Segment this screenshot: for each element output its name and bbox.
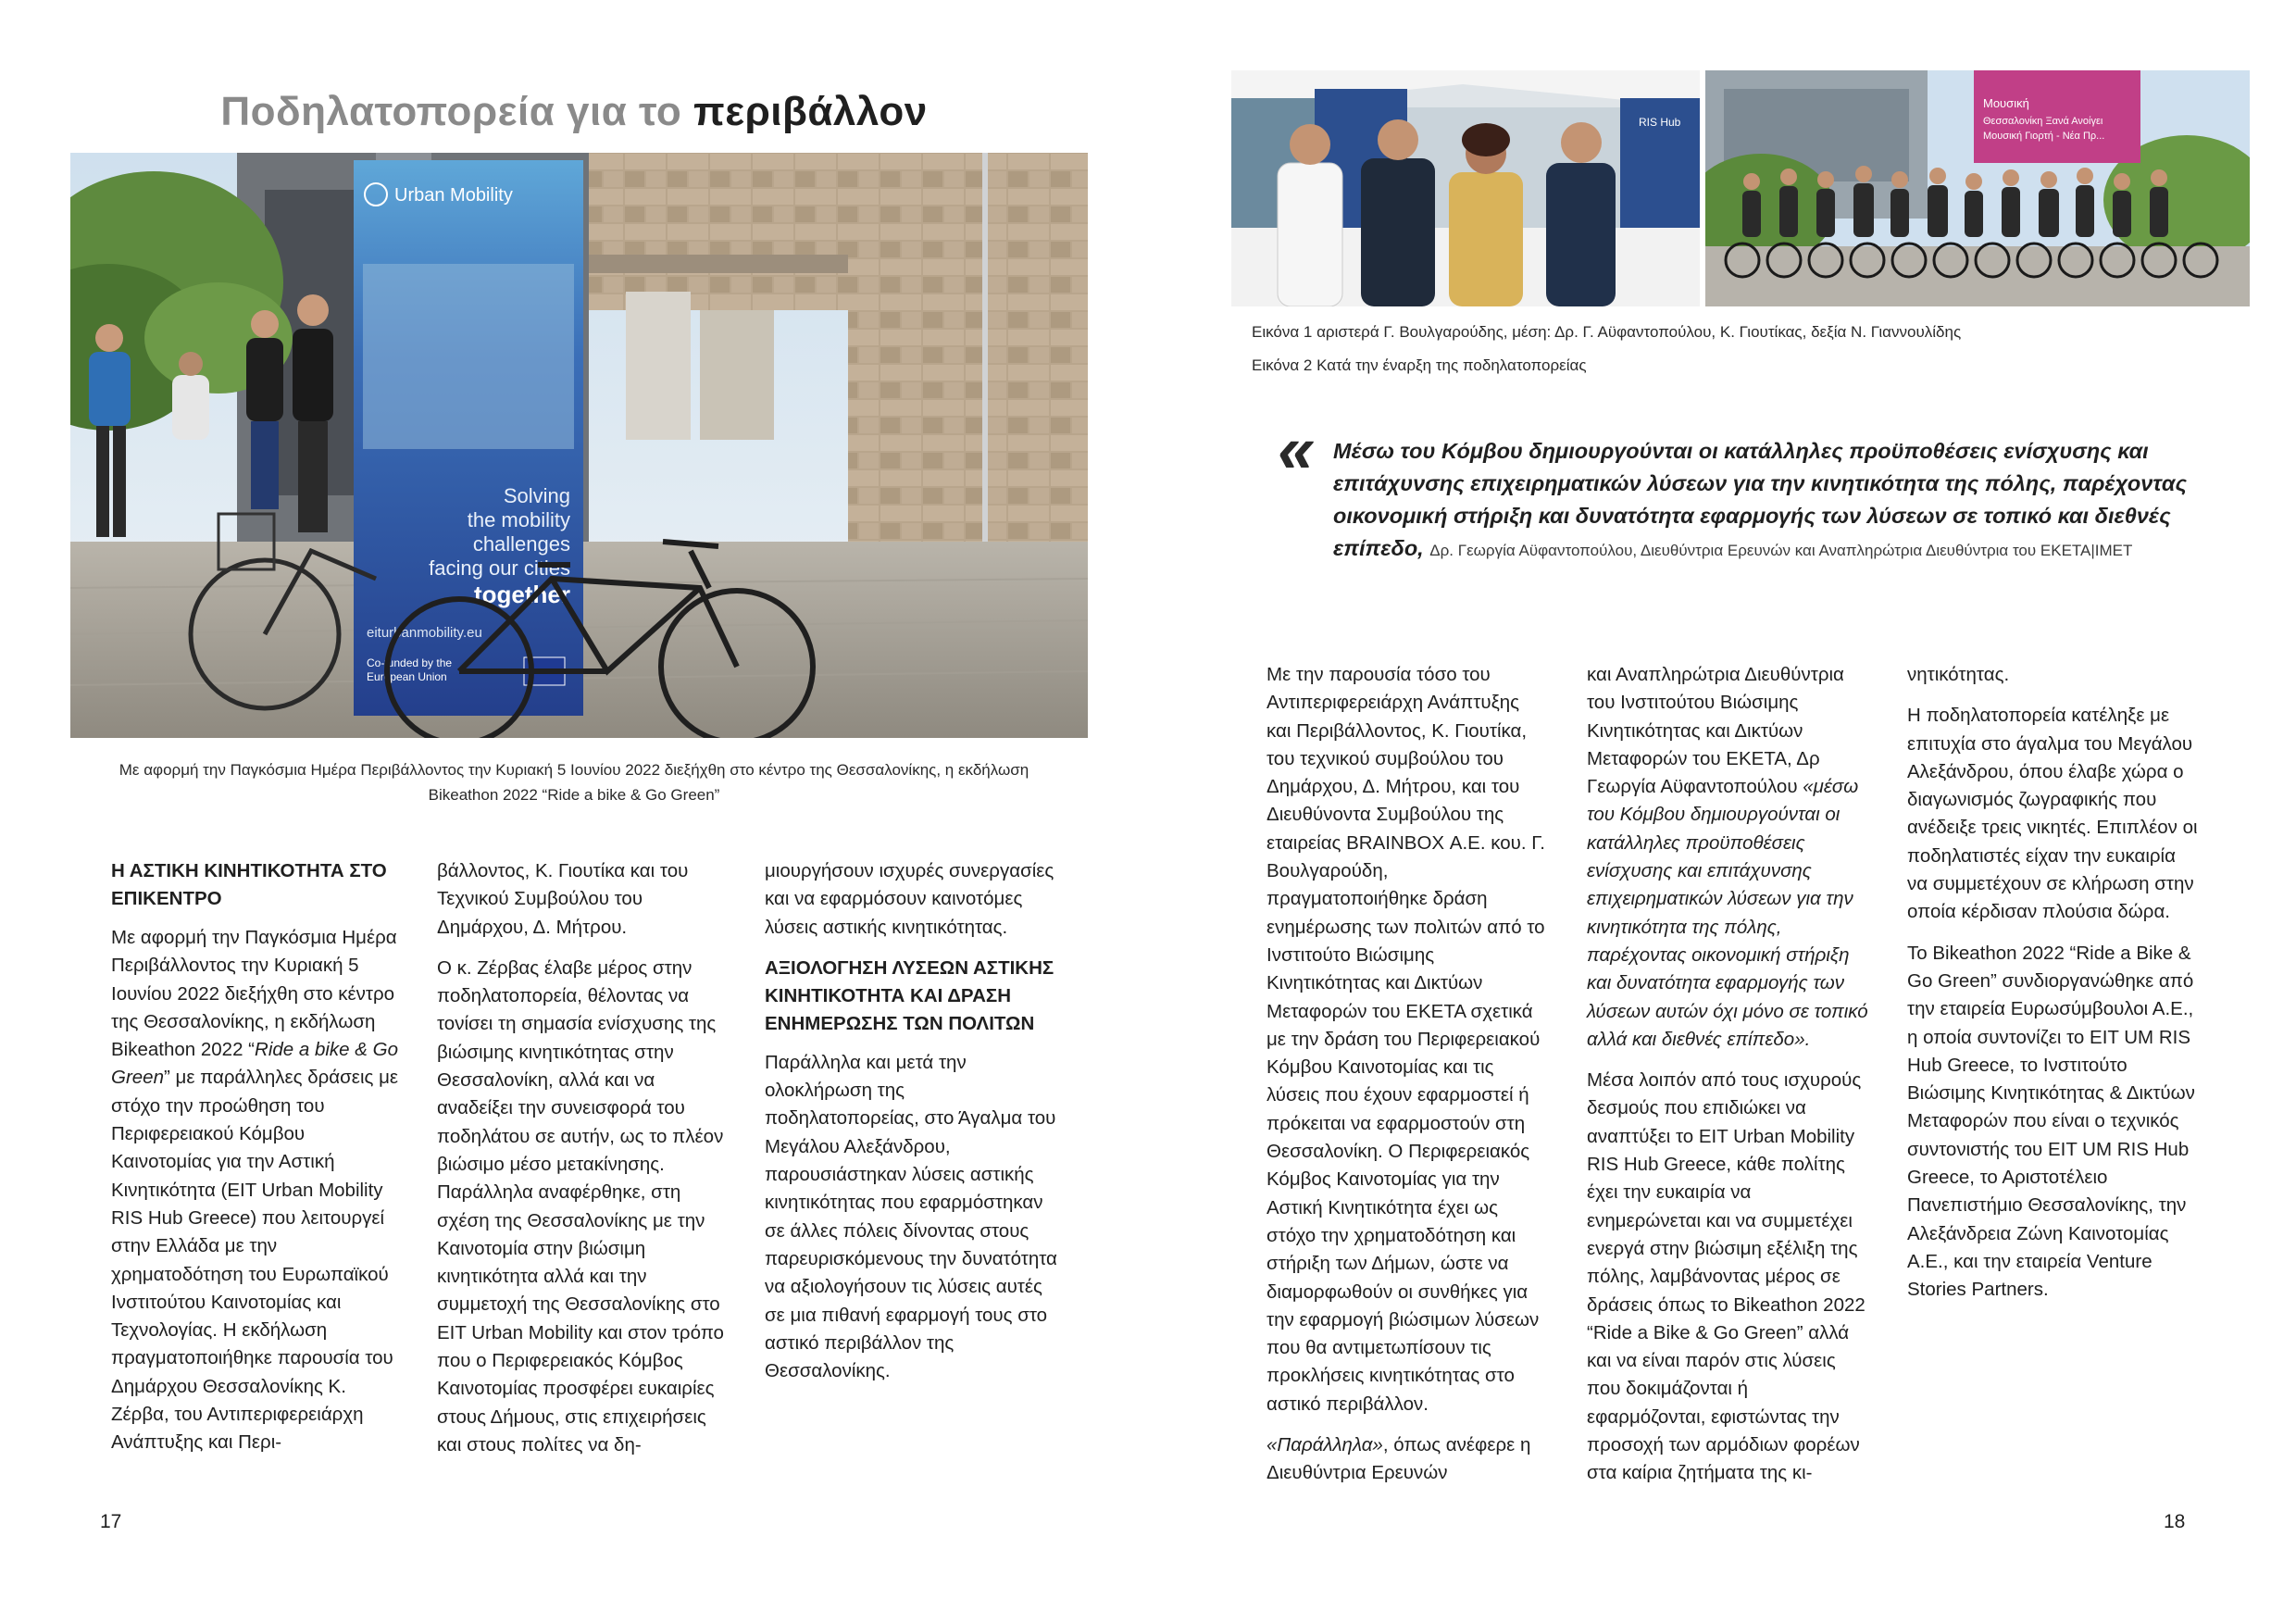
right-column-3 xyxy=(1907,661,2198,1318)
banner-slogan-line-1: Solving xyxy=(503,484,570,507)
photo-banner-line-3: Μουσική Γιορτή - Νέα Πρ... xyxy=(1983,131,2105,142)
paragraph: Παράλληλα και μετά την ολοκλήρωση της ποδηλατοπορείας, στο Άγαλμα του Μεγάλου Αλεξάνδρου, παρουσιάστηκαν λύσεις αστικής κινητικότητας που εφαρμόστηκαν σε άλλες πόλεις δίνοντας στους παρευρισκόμενους την δυνατότητα να αξιολογήσουν τις λύσεις αυτές σε μια πιθανή εφαρμογή τους στο αστικό περιβάλλον της Θεσσαλονίκης. xyxy=(765,1051,1057,1382)
photo-banner-text: RIS Hub xyxy=(1639,116,1681,129)
paragraph: Με αφορμή την Παγκόσμια Ημέρα Περιβάλλοντος την Κυριακή 5 Ιουνίου 2022 διεξήχθη στο κέντρο της Θεσσαλονίκης, η εκδήλωση Bikeathon 2022 “Ride a bike & Go Green” με παράλληλες δράσεις με στόχο την προώθηση του Περιφερειακού Κόμβου Καινοτομίας για την Αστική Κινητικότητα (EIT Urban Mobility RIS Hub Greece) που λειτουργεί στην Ελλάδα με την χρηματοδότηση του Ευρωπαϊκού Ινστιτούτου Καινοτομίας και Τεχνολογίας. Η εκδήλωση πραγματοποιήθηκε παρουσία του Δημάρχου Θεσσαλονίκης Κ. Ζέρβα, του Αντιπεριφερειάρχη Ανάπτυξης και Περι- xyxy=(111,927,399,1454)
banner-brand-text: Urban Mobility xyxy=(394,185,513,206)
photo-banner-line-2: Θεσσαλονίκη Ξανά Ανοίγει xyxy=(1983,116,2103,127)
page-number-17: 17 xyxy=(100,1511,122,1532)
paragraph: Το Bikeathon 2022 “Ride a Bike & Go Green” συνδιοργανώθηκε από την εταιρεία Ευρωσύμβουλοι Α.Ε., η οποία συντονίζει το EIT UM RIS Hub Greece, το Ινστιτούτο Βιώσιμης Κινητικότητας & Δικτύων Μεταφορών που είναι ο τεχνικός συντονιστής του EIT UM RIS Hub Greece, το Αριστοτέλειο Πανεπιστήμιο Θεσσαλονίκης, την Αλεξάνδρεια Ζώνη Καινοτομίας Α.Ε., και την εταιρεία Venture Stories Partners. xyxy=(1907,942,2195,1301)
photo-banner-line-1: Μουσική xyxy=(1983,96,2029,110)
title-bold-part: περιβάλλον xyxy=(693,89,928,134)
paragraph: Ο κ. Ζέρβας έλαβε μέρος στην ποδηλατοπορεία, θέλοντας να τονίσει τη σημασία ενίσχυσης της βιώσιμης κινητικότητας στην Θεσσαλονίκη, αλλά και να αναδείξει την συνεισφορά του ποδηλάτου σε αυτήν, ως το πλέον βιώσιμο μέσο μετακίνησης. Παράλληλα αναφέρθηκε, στη σχέση της Θεσσαλονίκης με την Καινοτομία στην βιώσιμη κινητικότητα αλλά και την συμμετοχή της Θεσσαλονίκης στο EIT Urban Mobility και στον τρόπο που ο Περιφερειακός Κόμβος Καινοτομίας προσφέρει ευκαιρίες στους Δήμους, στις επιχειρήσεις και στους πολίτες να δη- xyxy=(437,956,724,1455)
paragraph: «Παράλληλα», όπως ανέφερε η Διευθύντρια Ερευνών xyxy=(1267,1434,1531,1484)
pull-quote xyxy=(1333,435,2259,567)
paragraph: Μέσα λοιπόν από τους ισχυρούς δεσμούς που επιδιώκει να αναπτύξει το EIT Urban Mobility RIS Hub Greece, κάθε πολίτης έχει την ευκαιρία να ενημερώνεται και να συμμετέχει ενεργά στην βιώσιμη εξέλιξη της πόλης, λαμβάνοντας μέρος σε δράσεις όπως το Bikeathon 2022 “Ride a Bike & Go Green” αλλά και να είναι παρόν στις λύσεις που δοκιμάζονται ή εφαρμόζονται, εφιστώντας την προσοχή των αρμόδιων φορέων στα καίρια ζητήματα της κι- xyxy=(1587,1069,1866,1484)
left-column-3 xyxy=(765,857,1061,1398)
left-column-1 xyxy=(111,857,400,1470)
banner-cofunded-1: Co-funded by the xyxy=(367,656,453,669)
photo-caption-2: Εικόνα 2 Κατά την έναρξη της ποδηλατοπορείας xyxy=(1252,356,1587,374)
article-title xyxy=(0,89,1148,135)
pull-quote-attribution: Δρ. Γεωργία Αϋφαντοπούλου, Διευθύντρια Ερευνών και Αναπληρώτρια Διευθύντρια του ΕΚΕΤΑ|ΙΜΕΤ xyxy=(1429,542,2133,559)
title-gray-part: Ποδηλατοπορεία για το xyxy=(220,89,682,134)
page-18 xyxy=(1148,0,2296,1624)
paragraph: Η ποδηλατοπορεία κατέληξε με επιτυχία στο άγαλμα του Μεγάλου Αλεξάνδρου, όπου έλαβε χώρα ο διαγωνισμός ζωγραφικής που ανέδειξε τρεις νικητές. Επιπλέον οι ποδηλατιστές είχαν την ευκαιρία να συμμετέχουν σε κλήρωση στην οποία κέρδισαν πλούσια δώρα. xyxy=(1907,705,2198,923)
main-photo-bikeathon xyxy=(70,153,1088,738)
section-heading-evaluation: ΑΞΙΟΛΟΓΗΣΗ ΛΥΣΕΩΝ ΑΣΤΙΚΗΣ ΚΙΝΗΤΙΚΟΤΗΤΑ ΚΑΙ ΔΡΑΣΗ ΕΝΗΜΕΡΩΣΗΣ ΤΩΝ ΠΟΛΙΤΩΝ xyxy=(765,956,1054,1034)
section-heading-urban-mobility: Η ΑΣΤΙΚΗ ΚΙΝΗΤΙΚΟΤΗΤΑ ΣΤΟ ΕΠΙΚΕΝΤΡΟ xyxy=(111,860,387,909)
page-number-18: 18 xyxy=(2164,1511,2186,1532)
paragraph: μιουργήσουν ισχυρές συνεργασίες και να εφαρμόσουν καινοτόμες λύσεις αστικής κινητικότητας. xyxy=(765,860,1054,938)
banner-slogan-line-2: the mobility xyxy=(467,508,570,531)
photo-caption-1: Εικόνα 1 αριστερά Γ. Βουλγαρούδης, μέση: Δρ. Γ. Αϋφαντοπούλου, Κ. Γιουτίκας, δεξία Ν. Γιαννουλίδης xyxy=(1252,323,1962,341)
banner-url: eiturbanmobility.eu xyxy=(367,625,482,641)
left-column-2 xyxy=(437,857,733,1472)
paragraph: και Αναπληρώτρια Διευθύντρια του Ινστιτούτου Βιώσιμης Κινητικότητας και Δικτύων Μεταφορών του ΕΚΕΤΑ, Δρ Γεωργία Αϋφαντοπούλου «μέσω του Κόμβου δημιουργούνται οι κατάλληλες προϋποθέσεις ενίσχυσης και επιτάχυνσης επιχειρηματικών λύσεων για την κινητικότητα της πόλης, παρέχοντας οικονομική στήριξη και δυνατότητα εφαρμογής των λύσεων αυτών όχι μόνο σε τοπικό αλλά και διεθνές επίπεδο». xyxy=(1587,664,1868,1050)
photo-illustration xyxy=(1705,70,2250,306)
banner-cofunded-2: European Union xyxy=(367,670,447,683)
photo-illustration xyxy=(1231,70,1700,306)
paragraph: Με την παρουσία τόσο του Αντιπεριφερειάρχη Ανάπτυξης και Περιβάλλοντος, Κ. Γιουτίκα, του τεχνικού συμβούλου του Δημάρχου, Δ. Μήτρου, και του Διευθύνοντα Συμβούλου της εταιρείας BRAINBOX Α.Ε. κου. Γ. Βουλγαρούδη, πραγματοποιήθηκε δράση ενημέρωσης των πολιτών από το Ινστιτούτο Βιώσιμης Κινητικότητας και Δικτύων Μεταφορών του ΕΚΕΤΑ σχετικά με την δράση του Περιφερειακού Κόμβου Καινοτομίας και τις λύσεις που έχουν εφαρμοστεί ή πρόκειται να εφαρμοστούν στη Θεσσαλονίκη. Ο Περιφερειακός Κόμβος Καινοτομίας για την Αστική Κινητικότητα έχει ως στόχο την χρηματοδότηση και στήριξη των Δήμων, ώστε να διαμορφωθούν οι συνθήκες για την εφαρμογή βιώσιμων λύσεων που θα αντιμετωπίσουν τις προκλήσεις κινητικότητας στο αστικό περιβάλλον. xyxy=(1267,664,1545,1415)
photo-illustration xyxy=(70,153,1088,738)
banner-slogan-strong: together xyxy=(474,581,570,608)
main-photo-caption: Με αφορμή την Παγκόσμια Ημέρα Περιβάλλοντος την Κυριακή 5 Ιουνίου 2022 διεξήχθη στο κέντρο της Θεσσαλονίκης, η εκδήλωση Bikeathon 2022 “Ride a bike & Go Green” xyxy=(119,761,1029,804)
photo-cyclists-start xyxy=(1705,70,2250,306)
right-column-2 xyxy=(1587,661,1870,1501)
quote-mark-icon: « xyxy=(1278,413,1316,487)
paragraph: βάλλοντος, Κ. Γιουτίκα και του Τεχνικού Συμβούλου του Δημάρχου, Δ. Μήτρου. xyxy=(437,860,689,938)
banner-slogan-line-3: challenges xyxy=(472,532,570,556)
right-column-1 xyxy=(1267,661,1546,1501)
photo-officials xyxy=(1231,70,1700,306)
paragraph: νητικότητας. xyxy=(1907,664,2010,685)
banner-slogan-line-4: facing our cities xyxy=(429,556,570,580)
pull-quote-text: Μέσω του Κόμβου δημιουργούνται οι κατάλληλες προϋποθέσεις ενίσχυσης και επιτάχυνσης επιχειρηματικών λύσεων για την κινητικότητα της πόλης, παρέχοντας οικονομική στήριξη και δυνατότητα εφαρμογής των λύσεων σε τοπικό και διεθνές επίπεδο, xyxy=(1333,439,2187,560)
